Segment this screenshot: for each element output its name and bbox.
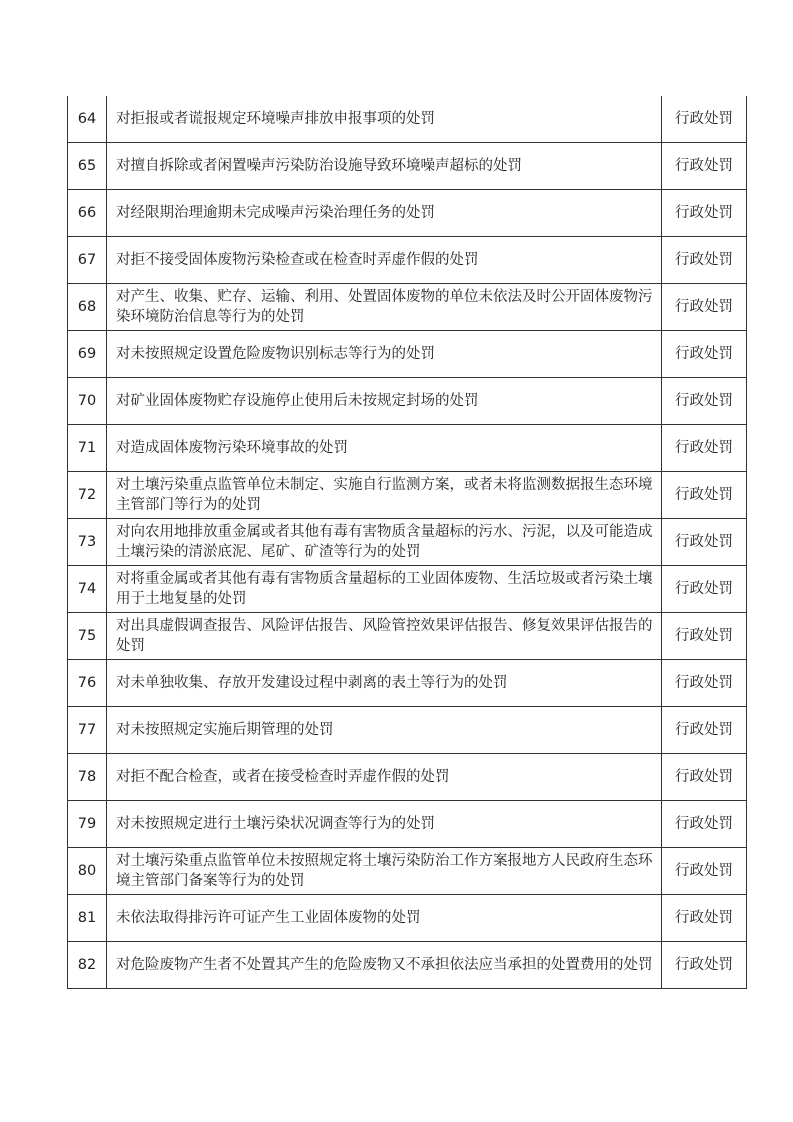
item-name: 对矿业固体废物贮存设施停止使用后未按规定封场的处罚: [107, 378, 662, 425]
item-type: 行政处罚: [662, 801, 747, 848]
table-row: [68, 284, 747, 331]
item-type: 行政处罚: [662, 284, 747, 331]
penalty-items-table: [67, 96, 747, 989]
item-number: 77: [68, 707, 107, 754]
item-name: 对危险废物产生者不处置其产生的危险废物又不承担依法应当承担的处置费用的处罚: [107, 942, 662, 989]
item-type: 行政处罚: [662, 942, 747, 989]
item-number: 67: [68, 237, 107, 284]
item-name: 对经限期治理逾期未完成噪声污染治理任务的处罚: [107, 190, 662, 237]
item-number: 79: [68, 801, 107, 848]
item-name: 对将重金属或者其他有毒有害物质含量超标的工业固体废物、生活垃圾或者污染土壤用于土地复垦的处罚: [107, 566, 662, 613]
table-row: [68, 942, 747, 989]
item-name: 对未按照规定进行土壤污染状况调查等行为的处罚: [107, 801, 662, 848]
item-number: 68: [68, 284, 107, 331]
item-name: 对拒不配合检查，或者在接受检查时弄虚作假的处罚: [107, 754, 662, 801]
item-number: 81: [68, 895, 107, 942]
item-number: 74: [68, 566, 107, 613]
item-type: 行政处罚: [662, 848, 747, 895]
item-number: 72: [68, 472, 107, 519]
item-type: 行政处罚: [662, 425, 747, 472]
item-name: 对未按照规定实施后期管理的处罚: [107, 707, 662, 754]
item-number: 71: [68, 425, 107, 472]
table-row: [68, 801, 747, 848]
item-name: 对产生、收集、贮存、运输、利用、处置固体废物的单位未依法及时公开固体废物污染环境防治信息等行为的处罚: [107, 284, 662, 331]
table-row: [68, 754, 747, 801]
table-row: [68, 566, 747, 613]
table-row: [68, 143, 747, 190]
item-number: 76: [68, 660, 107, 707]
table-row: [68, 331, 747, 378]
item-type: 行政处罚: [662, 331, 747, 378]
item-type: 行政处罚: [662, 707, 747, 754]
table-row: [68, 190, 747, 237]
table-row: [68, 848, 747, 895]
table-row: [68, 660, 747, 707]
item-type: 行政处罚: [662, 96, 747, 143]
item-name: 对未单独收集、存放开发建设过程中剥离的表土等行为的处罚: [107, 660, 662, 707]
item-number: 66: [68, 190, 107, 237]
item-type: 行政处罚: [662, 895, 747, 942]
table-row: [68, 519, 747, 566]
item-number: 69: [68, 331, 107, 378]
item-type: 行政处罚: [662, 660, 747, 707]
item-name: 对未按照规定设置危险废物识别标志等行为的处罚: [107, 331, 662, 378]
item-name: 对拒报或者谎报规定环境噪声排放申报事项的处罚: [107, 96, 662, 143]
item-number: 78: [68, 754, 107, 801]
table-row: [68, 378, 747, 425]
item-type: 行政处罚: [662, 754, 747, 801]
item-name: 对造成固体废物污染环境事故的处罚: [107, 425, 662, 472]
item-number: 73: [68, 519, 107, 566]
table-row: [68, 237, 747, 284]
item-name: 对拒不接受固体废物污染检查或在检查时弄虚作假的处罚: [107, 237, 662, 284]
table-row: [68, 96, 747, 143]
item-number: 75: [68, 613, 107, 660]
item-name: 对土壤污染重点监管单位未按照规定将土壤污染防治工作方案报地方人民政府生态环境主管部门备案等行为的处罚: [107, 848, 662, 895]
item-type: 行政处罚: [662, 613, 747, 660]
item-type: 行政处罚: [662, 190, 747, 237]
item-name: 对出具虚假调查报告、风险评估报告、风险管控效果评估报告、修复效果评估报告的处罚: [107, 613, 662, 660]
item-number: 80: [68, 848, 107, 895]
table-row: [68, 707, 747, 754]
item-number: 65: [68, 143, 107, 190]
item-number: 70: [68, 378, 107, 425]
item-name: 对擅自拆除或者闲置噪声污染防治设施导致环境噪声超标的处罚: [107, 143, 662, 190]
table-row: [68, 472, 747, 519]
item-type: 行政处罚: [662, 378, 747, 425]
item-name: 对向农用地排放重金属或者其他有毒有害物质含量超标的污水、污泥，以及可能造成土壤污染的清淤底泥、尾矿、矿渣等行为的处罚: [107, 519, 662, 566]
item-type: 行政处罚: [662, 566, 747, 613]
item-number: 64: [68, 96, 107, 143]
table-row: [68, 895, 747, 942]
table-body: [68, 96, 747, 989]
item-number: 82: [68, 942, 107, 989]
item-type: 行政处罚: [662, 237, 747, 284]
item-type: 行政处罚: [662, 143, 747, 190]
table-row: [68, 425, 747, 472]
item-type: 行政处罚: [662, 519, 747, 566]
item-type: 行政处罚: [662, 472, 747, 519]
item-name: 未依法取得排污许可证产生工业固体废物的处罚: [107, 895, 662, 942]
item-name: 对土壤污染重点监管单位未制定、实施自行监测方案，或者未将监测数据报生态环境主管部门等行为的处罚: [107, 472, 662, 519]
table-row: [68, 613, 747, 660]
